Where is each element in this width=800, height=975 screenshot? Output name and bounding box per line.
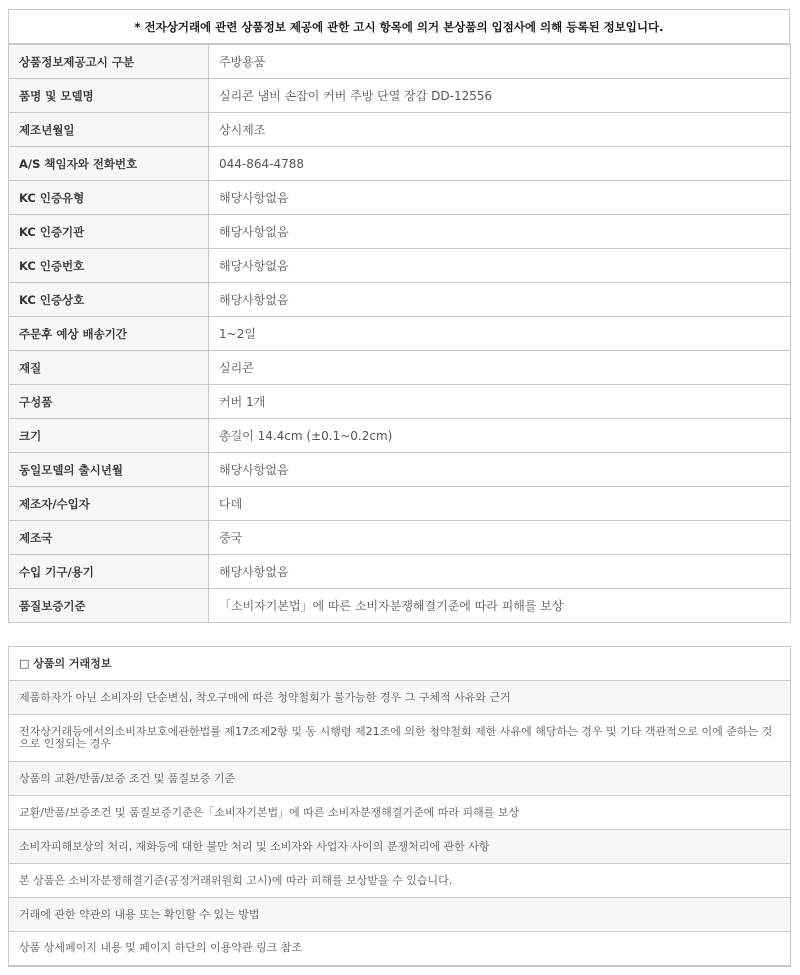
info-label: 구성품 [9,385,209,419]
info-value: 총길이 14.4cm (±0.1~0.2cm) [209,419,791,453]
table-row [9,317,791,351]
info-value: 해당사항없음 [209,181,791,215]
info-value: 해당사항없음 [209,215,791,249]
product-info-table [8,44,791,623]
trade-info-answer: 본 상품은 소비자분쟁해결기준(공정거래위원회 고시)에 따라 피해를 보상받을 수 있습니다. [9,864,791,898]
table-row [9,113,791,147]
info-value: 중국 [209,521,791,555]
table-row [9,215,791,249]
info-label: 크기 [9,419,209,453]
table-row [9,555,791,589]
info-value: 해당사항없음 [209,249,791,283]
table-row [9,283,791,317]
info-value: 실리콘 [209,351,791,385]
info-label: 수입 기구/용기 [9,555,209,589]
info-label: KC 인증번호 [9,249,209,283]
info-value: 커버 1개 [209,385,791,419]
info-value: 주방용품 [209,45,791,79]
table-row [9,521,791,555]
table-row [9,385,791,419]
list-item [9,796,791,830]
notice-text: * 전자상거래에 관련 상품정보 제공에 관한 고시 항목에 의거 본상품의 입점사에 의해 등록된 정보입니다. [134,19,664,34]
info-value: 상시제조 [209,113,791,147]
info-value: 1~2일 [209,317,791,351]
table-row [9,589,791,623]
info-label: 주문후 예상 배송기간 [9,317,209,351]
info-value: 044-864-4788 [209,147,791,181]
info-value: 해당사항없음 [209,453,791,487]
trade-info-answer: 교환/반품/보증조건 및 품질보증기준은「소비자기본법」에 따른 소비자분쟁해결기준에 따라 피해를 보상 [9,796,791,830]
info-value: 「소비자기본법」에 따른 소비자분쟁해결기준에 따라 피해를 보상 [209,589,791,623]
table-row [9,181,791,215]
table-row [9,45,791,79]
info-value: 실리콘 냄비 손잡이 커버 주방 단열 장갑 DD-12556 [209,79,791,113]
trade-info-answer: 전자상거래등에서의소비자보호에관한법률 제17조제2항 및 동 시행령 제21조에 의한 청약철회 제한 사유에 해당하는 경우 및 기타 객관적으로 이에 준하는 것으로 인정되는 경우 [9,715,791,762]
table-row [9,79,791,113]
info-label: 제조국 [9,521,209,555]
list-item [9,898,791,932]
info-label: 품질보증기준 [9,589,209,623]
table-row [9,487,791,521]
info-label: KC 인증유형 [9,181,209,215]
info-label: 품명 및 모델명 [9,79,209,113]
info-label: 재질 [9,351,209,385]
trade-info-header-row [9,647,791,681]
table-row [9,249,791,283]
list-item [9,830,791,864]
table-row [9,147,791,181]
trade-info-question: 거래에 관한 약관의 내용 또는 확인할 수 있는 방법 [9,898,791,932]
trade-info-answer: 상품 상세페이지 내용 및 페이지 하단의 이용약관 링크 참조 [9,932,791,966]
info-value: 다데 [209,487,791,521]
list-item [9,762,791,796]
list-item [9,864,791,898]
list-item [9,681,791,715]
table-row [9,453,791,487]
table-row [9,351,791,385]
info-label: A/S 책임자와 전화번호 [9,147,209,181]
trade-info-title: □ 상품의 거래정보 [9,647,791,681]
info-label: 제조년월일 [9,113,209,147]
info-label: KC 인증상호 [9,283,209,317]
info-label: 동일모델의 출시년월 [9,453,209,487]
info-label: 제조자/수입자 [9,487,209,521]
trade-info-question: 상품의 교환/반품/보증 조건 및 품질보증 기준 [9,762,791,796]
trade-info-question: 소비자피해보상의 처리, 재화등에 대한 불만 처리 및 소비자와 사업자 사이의 분쟁처리에 관한 사항 [9,830,791,864]
info-value: 해당사항없음 [209,283,791,317]
info-label: 상품정보제공고시 구분 [9,45,209,79]
notice-banner [8,9,790,44]
info-value: 해당사항없음 [209,555,791,589]
table-row [9,419,791,453]
info-label: KC 인증기관 [9,215,209,249]
list-item [9,715,791,762]
trade-info-question: 제품하자가 아닌 소비자의 단순변심, 착오구매에 따른 청약철회가 불가능한 경우 그 구체적 사유와 근거 [9,681,791,715]
list-item [9,932,791,966]
trade-info-table [8,646,791,967]
